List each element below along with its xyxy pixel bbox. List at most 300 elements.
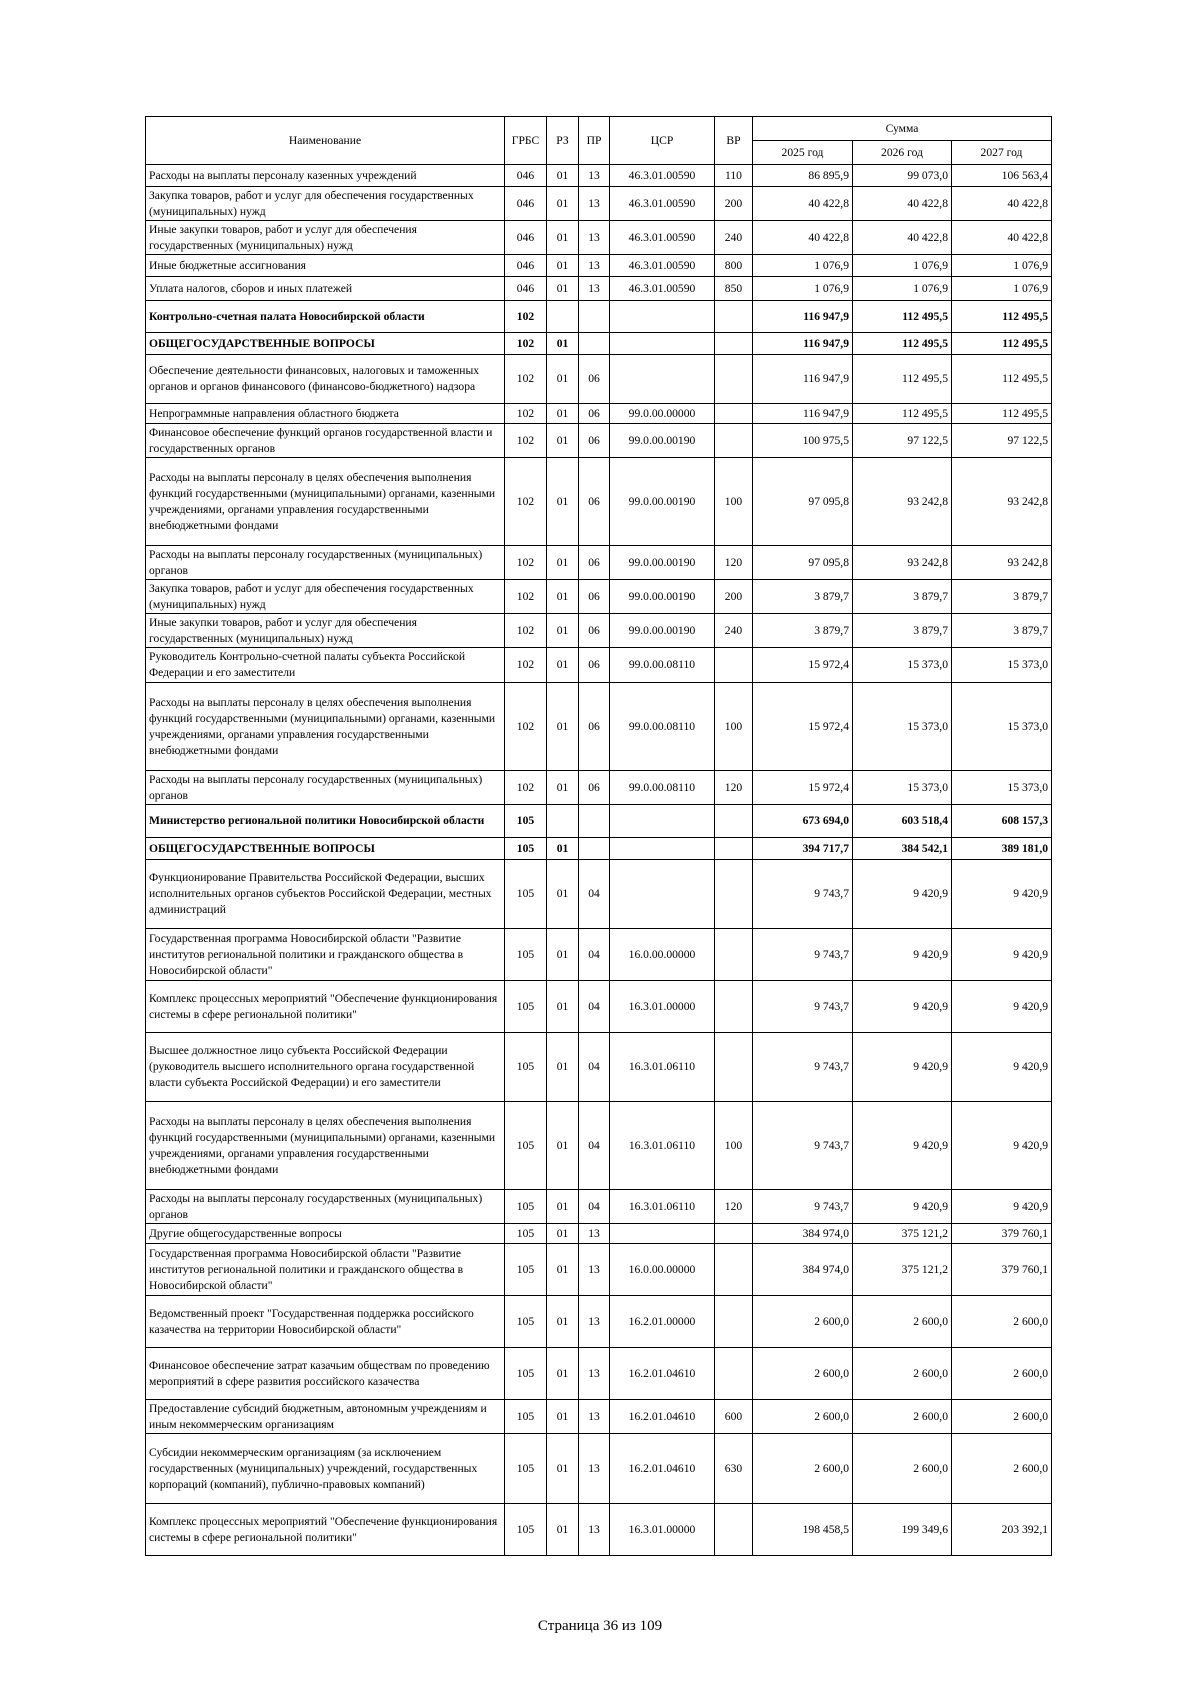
cell-rz: 01 (547, 981, 579, 1033)
cell-vr: 100 (715, 1102, 753, 1190)
cell-pr: 04 (579, 929, 610, 981)
table-row (146, 1033, 1052, 1102)
cell-name: Расходы на выплаты персоналу государственных (муниципальных) органов (146, 771, 505, 805)
cell-csr: 46.3.01.00590 (610, 221, 715, 255)
header-csr: ЦСР (610, 117, 715, 165)
cell-vr: 800 (715, 255, 753, 277)
cell-pr: 13 (579, 1434, 610, 1504)
cell-2027: 15 373,0 (952, 771, 1052, 805)
cell-rz: 01 (547, 277, 579, 301)
cell-name: Расходы на выплаты персоналу государственных (муниципальных) органов (146, 1190, 505, 1224)
cell-2026: 15 373,0 (853, 683, 952, 771)
cell-name: Министерство региональной политики Новосибирской области (146, 805, 505, 838)
cell-2025: 116 947,9 (753, 404, 853, 424)
cell-rz: 01 (547, 1434, 579, 1504)
cell-2025: 116 947,9 (753, 301, 853, 333)
cell-csr: 46.3.01.00590 (610, 255, 715, 277)
cell-2025: 384 974,0 (753, 1224, 853, 1244)
table-row (146, 929, 1052, 981)
cell-vr (715, 860, 753, 929)
table-row (146, 187, 1052, 221)
cell-pr: 13 (579, 165, 610, 187)
cell-csr: 99.0.00.00190 (610, 424, 715, 458)
table-row (146, 1348, 1052, 1400)
cell-2026: 112 495,5 (853, 333, 952, 355)
cell-grbs: 046 (505, 187, 547, 221)
cell-pr: 13 (579, 1400, 610, 1434)
cell-rz: 01 (547, 1504, 579, 1556)
table-row (146, 301, 1052, 333)
cell-2027: 112 495,5 (952, 301, 1052, 333)
cell-grbs: 105 (505, 860, 547, 929)
cell-2027: 389 181,0 (952, 838, 1052, 860)
cell-2026: 93 242,8 (853, 546, 952, 580)
table-row (146, 165, 1052, 187)
cell-grbs: 102 (505, 458, 547, 546)
cell-pr: 13 (579, 1244, 610, 1296)
cell-pr: 06 (579, 771, 610, 805)
cell-2027: 379 760,1 (952, 1224, 1052, 1244)
cell-pr (579, 805, 610, 838)
table-row (146, 771, 1052, 805)
cell-csr: 16.0.00.00000 (610, 1244, 715, 1296)
cell-2026: 2 600,0 (853, 1296, 952, 1348)
cell-rz: 01 (547, 648, 579, 683)
cell-rz: 01 (547, 355, 579, 404)
cell-2026: 112 495,5 (853, 301, 952, 333)
header-year-2026: 2026 год (853, 141, 952, 165)
table-row (146, 860, 1052, 929)
table-row (146, 1224, 1052, 1244)
cell-rz: 01 (547, 1102, 579, 1190)
table-row (146, 1434, 1052, 1504)
cell-2026: 3 879,7 (853, 580, 952, 614)
header-year-2027: 2027 год (952, 141, 1052, 165)
cell-vr (715, 301, 753, 333)
cell-csr: 99.0.00.00190 (610, 580, 715, 614)
cell-name: Государственная программа Новосибирской области "Развитие институтов региональной политики и гражданского общества в Новосибирской области" (146, 929, 505, 981)
cell-name: Комплекс процессных мероприятий "Обеспечение функционирования системы в сфере региональной политики" (146, 1504, 505, 1556)
cell-2025: 673 694,0 (753, 805, 853, 838)
cell-rz: 01 (547, 1224, 579, 1244)
cell-rz: 01 (547, 424, 579, 458)
cell-grbs: 102 (505, 333, 547, 355)
cell-name: Закупка товаров, работ и услуг для обеспечения государственных (муниципальных) нужд (146, 187, 505, 221)
cell-pr: 04 (579, 1033, 610, 1102)
cell-grbs: 102 (505, 404, 547, 424)
cell-name: Комплекс процессных мероприятий "Обеспечение функционирования системы в сфере региональной политики" (146, 981, 505, 1033)
cell-vr: 600 (715, 1400, 753, 1434)
cell-rz: 01 (547, 1348, 579, 1400)
cell-pr: 13 (579, 1224, 610, 1244)
cell-rz: 01 (547, 683, 579, 771)
page-number: Страница 36 из 109 (537, 1618, 663, 1634)
cell-grbs: 105 (505, 1244, 547, 1296)
table-row (146, 1102, 1052, 1190)
cell-csr: 16.0.00.00000 (610, 929, 715, 981)
table-row (146, 404, 1052, 424)
cell-grbs: 105 (505, 1224, 547, 1244)
cell-pr: 13 (579, 1504, 610, 1556)
cell-csr: 99.0.00.00190 (610, 614, 715, 648)
cell-rz: 01 (547, 333, 579, 355)
cell-vr (715, 805, 753, 838)
cell-vr (715, 333, 753, 355)
cell-grbs: 102 (505, 614, 547, 648)
cell-2025: 9 743,7 (753, 1190, 853, 1224)
cell-name: Финансовое обеспечение функций органов государственной власти и государственных органов (146, 424, 505, 458)
cell-2026: 2 600,0 (853, 1400, 952, 1434)
cell-pr: 13 (579, 221, 610, 255)
cell-csr (610, 1224, 715, 1244)
cell-pr: 13 (579, 187, 610, 221)
cell-csr (610, 333, 715, 355)
cell-2025: 15 972,4 (753, 683, 853, 771)
header-pr: ПР (579, 117, 610, 165)
cell-rz: 01 (547, 165, 579, 187)
cell-grbs: 105 (505, 981, 547, 1033)
cell-vr (715, 404, 753, 424)
cell-csr: 99.0.00.08110 (610, 683, 715, 771)
cell-vr (715, 648, 753, 683)
table-row (146, 838, 1052, 860)
cell-2027: 1 076,9 (952, 277, 1052, 301)
cell-2026: 1 076,9 (853, 255, 952, 277)
cell-2025: 3 879,7 (753, 614, 853, 648)
cell-2026: 603 518,4 (853, 805, 952, 838)
cell-pr: 04 (579, 860, 610, 929)
cell-grbs: 046 (505, 165, 547, 187)
cell-rz: 01 (547, 771, 579, 805)
cell-name: Субсидии некоммерческим организациям (за исключением государственных (муниципальных) учреждений, государственных корпораций (компаний), публично-правовых компаний) (146, 1434, 505, 1504)
cell-name: Расходы на выплаты персоналу в целях обеспечения выполнения функций государственными (муниципальными) органами, казенными учреждениями, органами управления государственными внебюджетными фондами (146, 458, 505, 546)
cell-2027: 93 242,8 (952, 546, 1052, 580)
cell-2026: 384 542,1 (853, 838, 952, 860)
cell-name: Иные бюджетные ассигнования (146, 255, 505, 277)
cell-grbs: 102 (505, 771, 547, 805)
cell-vr: 240 (715, 614, 753, 648)
cell-csr: 99.0.00.00190 (610, 458, 715, 546)
cell-2026: 97 122,5 (853, 424, 952, 458)
header-grbs: ГРБС (505, 117, 547, 165)
cell-2026: 112 495,5 (853, 404, 952, 424)
cell-grbs: 105 (505, 1348, 547, 1400)
cell-csr (610, 805, 715, 838)
table-row (146, 458, 1052, 546)
cell-pr (579, 838, 610, 860)
cell-rz: 01 (547, 860, 579, 929)
cell-2026: 112 495,5 (853, 355, 952, 404)
cell-vr (715, 929, 753, 981)
cell-grbs: 046 (505, 255, 547, 277)
header-vr: ВР (715, 117, 753, 165)
cell-2026: 40 422,8 (853, 187, 952, 221)
cell-csr: 16.3.01.06110 (610, 1033, 715, 1102)
cell-vr: 120 (715, 1190, 753, 1224)
cell-csr: 16.2.01.00000 (610, 1296, 715, 1348)
cell-2027: 9 420,9 (952, 981, 1052, 1033)
cell-vr (715, 424, 753, 458)
cell-2027: 9 420,9 (952, 1033, 1052, 1102)
cell-grbs: 105 (505, 1033, 547, 1102)
cell-grbs: 046 (505, 221, 547, 255)
cell-csr: 16.2.01.04610 (610, 1400, 715, 1434)
table-body (146, 165, 1052, 1556)
cell-vr: 630 (715, 1434, 753, 1504)
cell-pr: 04 (579, 1190, 610, 1224)
cell-name: Иные закупки товаров, работ и услуг для обеспечения государственных (муниципальных) нужд (146, 221, 505, 255)
cell-rz: 01 (547, 614, 579, 648)
table-row (146, 1504, 1052, 1556)
cell-2025: 15 972,4 (753, 771, 853, 805)
cell-csr: 16.2.01.04610 (610, 1434, 715, 1504)
cell-pr: 06 (579, 580, 610, 614)
cell-grbs: 102 (505, 546, 547, 580)
cell-2026: 3 879,7 (853, 614, 952, 648)
cell-pr: 06 (579, 648, 610, 683)
cell-csr (610, 838, 715, 860)
cell-rz (547, 805, 579, 838)
table-row (146, 424, 1052, 458)
cell-2025: 86 895,9 (753, 165, 853, 187)
cell-2027: 2 600,0 (952, 1296, 1052, 1348)
cell-2026: 199 349,6 (853, 1504, 952, 1556)
cell-2026: 1 076,9 (853, 277, 952, 301)
cell-grbs: 105 (505, 1504, 547, 1556)
cell-2026: 15 373,0 (853, 648, 952, 683)
cell-2025: 1 076,9 (753, 255, 853, 277)
cell-vr: 200 (715, 580, 753, 614)
cell-2026: 99 073,0 (853, 165, 952, 187)
cell-2027: 15 373,0 (952, 648, 1052, 683)
cell-2025: 2 600,0 (753, 1400, 853, 1434)
cell-2025: 3 879,7 (753, 580, 853, 614)
cell-csr: 99.0.00.08110 (610, 648, 715, 683)
cell-2027: 112 495,5 (952, 355, 1052, 404)
cell-grbs: 105 (505, 805, 547, 838)
cell-2027: 1 076,9 (952, 255, 1052, 277)
cell-csr: 99.0.00.08110 (610, 771, 715, 805)
cell-rz: 01 (547, 1400, 579, 1434)
cell-rz: 01 (547, 458, 579, 546)
cell-2025: 97 095,8 (753, 458, 853, 546)
cell-2027: 2 600,0 (952, 1348, 1052, 1400)
cell-rz: 01 (547, 404, 579, 424)
cell-pr (579, 333, 610, 355)
cell-name: Контрольно-счетная палата Новосибирской области (146, 301, 505, 333)
cell-csr: 46.3.01.00590 (610, 187, 715, 221)
table-row (146, 1244, 1052, 1296)
cell-vr (715, 1033, 753, 1102)
cell-2027: 3 879,7 (952, 614, 1052, 648)
cell-vr (715, 1348, 753, 1400)
cell-2025: 9 743,7 (753, 929, 853, 981)
cell-2027: 106 563,4 (952, 165, 1052, 187)
cell-csr: 99.0.00.00000 (610, 404, 715, 424)
cell-vr: 100 (715, 458, 753, 546)
table-row (146, 546, 1052, 580)
cell-rz: 01 (547, 838, 579, 860)
cell-vr: 100 (715, 683, 753, 771)
header-rz: РЗ (547, 117, 579, 165)
cell-2026: 375 121,2 (853, 1224, 952, 1244)
cell-grbs: 046 (505, 277, 547, 301)
cell-rz: 01 (547, 221, 579, 255)
cell-csr (610, 860, 715, 929)
table-row (146, 333, 1052, 355)
cell-grbs: 105 (505, 1296, 547, 1348)
cell-2025: 9 743,7 (753, 1102, 853, 1190)
cell-2027: 379 760,1 (952, 1244, 1052, 1296)
cell-2026: 2 600,0 (853, 1434, 952, 1504)
cell-csr (610, 301, 715, 333)
cell-vr (715, 1504, 753, 1556)
cell-name: Функционирование Правительства Российской Федерации, высших исполнительных органов субъектов Российской Федерации, местных администраций (146, 860, 505, 929)
cell-name: Финансовое обеспечение затрат казачьим обществам по проведению мероприятий в сфере развития российского казачества (146, 1348, 505, 1400)
cell-2027: 40 422,8 (952, 187, 1052, 221)
cell-2025: 40 422,8 (753, 221, 853, 255)
cell-rz: 01 (547, 1296, 579, 1348)
cell-name: Расходы на выплаты персоналу в целях обеспечения выполнения функций государственными (муниципальными) органами, казенными учреждениями, органами управления государственными внебюджетными фондами (146, 683, 505, 771)
table-row (146, 981, 1052, 1033)
table-row (146, 1190, 1052, 1224)
cell-vr: 850 (715, 277, 753, 301)
table-row (146, 1400, 1052, 1434)
cell-pr: 13 (579, 277, 610, 301)
cell-csr: 16.3.01.06110 (610, 1190, 715, 1224)
cell-rz (547, 301, 579, 333)
cell-name: Расходы на выплаты персоналу государственных (муниципальных) органов (146, 546, 505, 580)
cell-2027: 9 420,9 (952, 929, 1052, 981)
cell-pr: 13 (579, 1348, 610, 1400)
cell-2025: 1 076,9 (753, 277, 853, 301)
cell-vr (715, 838, 753, 860)
cell-rz: 01 (547, 929, 579, 981)
cell-vr: 110 (715, 165, 753, 187)
cell-2027: 2 600,0 (952, 1434, 1052, 1504)
table-row (146, 580, 1052, 614)
table-header (146, 117, 1052, 165)
cell-vr: 200 (715, 187, 753, 221)
table-row (146, 355, 1052, 404)
cell-vr (715, 1224, 753, 1244)
cell-2027: 40 422,8 (952, 221, 1052, 255)
table-row (146, 277, 1052, 301)
cell-csr: 16.3.01.06110 (610, 1102, 715, 1190)
cell-vr (715, 981, 753, 1033)
cell-grbs: 105 (505, 838, 547, 860)
cell-name: Закупка товаров, работ и услуг для обеспечения государственных (муниципальных) нужд (146, 580, 505, 614)
cell-grbs: 102 (505, 648, 547, 683)
table-row (146, 255, 1052, 277)
cell-2026: 9 420,9 (853, 1102, 952, 1190)
cell-grbs: 105 (505, 1400, 547, 1434)
cell-csr: 99.0.00.00190 (610, 546, 715, 580)
cell-pr: 06 (579, 458, 610, 546)
cell-grbs: 102 (505, 301, 547, 333)
cell-name: Расходы на выплаты персоналу казенных учреждений (146, 165, 505, 187)
cell-csr: 16.2.01.04610 (610, 1348, 715, 1400)
cell-pr: 06 (579, 424, 610, 458)
cell-vr (715, 355, 753, 404)
cell-2027: 112 495,5 (952, 333, 1052, 355)
cell-2025: 15 972,4 (753, 648, 853, 683)
cell-pr: 06 (579, 614, 610, 648)
cell-2026: 93 242,8 (853, 458, 952, 546)
cell-name: Обеспечение деятельности финансовых, налоговых и таможенных органов и органов финансового (финансово-бюджетного) надзора (146, 355, 505, 404)
budget-table (145, 116, 1052, 1556)
cell-rz: 01 (547, 1033, 579, 1102)
cell-vr (715, 1244, 753, 1296)
table-row (146, 614, 1052, 648)
header-year-2025: 2025 год (753, 141, 853, 165)
cell-pr: 06 (579, 683, 610, 771)
cell-name: Расходы на выплаты персоналу в целях обеспечения выполнения функций государственными (муниципальными) органами, казенными учреждениями, органами управления государственными внебюджетными фондами (146, 1102, 505, 1190)
cell-csr: 46.3.01.00590 (610, 277, 715, 301)
cell-2025: 9 743,7 (753, 1033, 853, 1102)
cell-rz: 01 (547, 546, 579, 580)
header-name: Наименование (146, 117, 505, 165)
cell-name: Государственная программа Новосибирской области "Развитие институтов региональной политики и гражданского общества в Новосибирской области" (146, 1244, 505, 1296)
cell-grbs: 102 (505, 683, 547, 771)
cell-rz: 01 (547, 580, 579, 614)
cell-rz: 01 (547, 1190, 579, 1224)
cell-pr: 04 (579, 1102, 610, 1190)
cell-2026: 375 121,2 (853, 1244, 952, 1296)
cell-2027: 15 373,0 (952, 683, 1052, 771)
cell-2025: 394 717,7 (753, 838, 853, 860)
cell-csr: 16.3.01.00000 (610, 1504, 715, 1556)
cell-2026: 9 420,9 (853, 1033, 952, 1102)
cell-name: ОБЩЕГОСУДАРСТВЕННЫЕ ВОПРОСЫ (146, 838, 505, 860)
cell-2025: 2 600,0 (753, 1434, 853, 1504)
cell-2025: 116 947,9 (753, 355, 853, 404)
cell-2026: 15 373,0 (853, 771, 952, 805)
cell-csr: 46.3.01.00590 (610, 165, 715, 187)
cell-2025: 384 974,0 (753, 1244, 853, 1296)
cell-2025: 116 947,9 (753, 333, 853, 355)
cell-2026: 9 420,9 (853, 1190, 952, 1224)
cell-csr (610, 355, 715, 404)
cell-name: Высшее должностное лицо субъекта Российской Федерации (руководитель высшего исполнительного органа государственной власти субъекта Российской Федерации) и его заместители (146, 1033, 505, 1102)
cell-pr: 13 (579, 1296, 610, 1348)
cell-csr: 16.3.01.00000 (610, 981, 715, 1033)
header-sum: Сумма (753, 117, 1052, 141)
cell-rz: 01 (547, 255, 579, 277)
cell-name: ОБЩЕГОСУДАРСТВЕННЫЕ ВОПРОСЫ (146, 333, 505, 355)
cell-pr: 06 (579, 404, 610, 424)
cell-pr: 06 (579, 546, 610, 580)
cell-pr: 13 (579, 255, 610, 277)
table-row (146, 648, 1052, 683)
cell-2027: 203 392,1 (952, 1504, 1052, 1556)
cell-2027: 112 495,5 (952, 404, 1052, 424)
cell-2025: 2 600,0 (753, 1296, 853, 1348)
cell-name: Иные закупки товаров, работ и услуг для обеспечения государственных (муниципальных) нужд (146, 614, 505, 648)
table-row (146, 805, 1052, 838)
cell-2026: 9 420,9 (853, 929, 952, 981)
cell-grbs: 102 (505, 580, 547, 614)
cell-name: Другие общегосударственные вопросы (146, 1224, 505, 1244)
cell-2025: 198 458,5 (753, 1504, 853, 1556)
cell-2026: 40 422,8 (853, 221, 952, 255)
cell-name: Уплата налогов, сборов и иных платежей (146, 277, 505, 301)
cell-rz: 01 (547, 187, 579, 221)
cell-name: Предоставление субсидий бюджетным, автономным учреждениям и иным некоммерческим организациям (146, 1400, 505, 1434)
cell-grbs: 105 (505, 1434, 547, 1504)
cell-2027: 9 420,9 (952, 860, 1052, 929)
cell-2027: 3 879,7 (952, 580, 1052, 614)
